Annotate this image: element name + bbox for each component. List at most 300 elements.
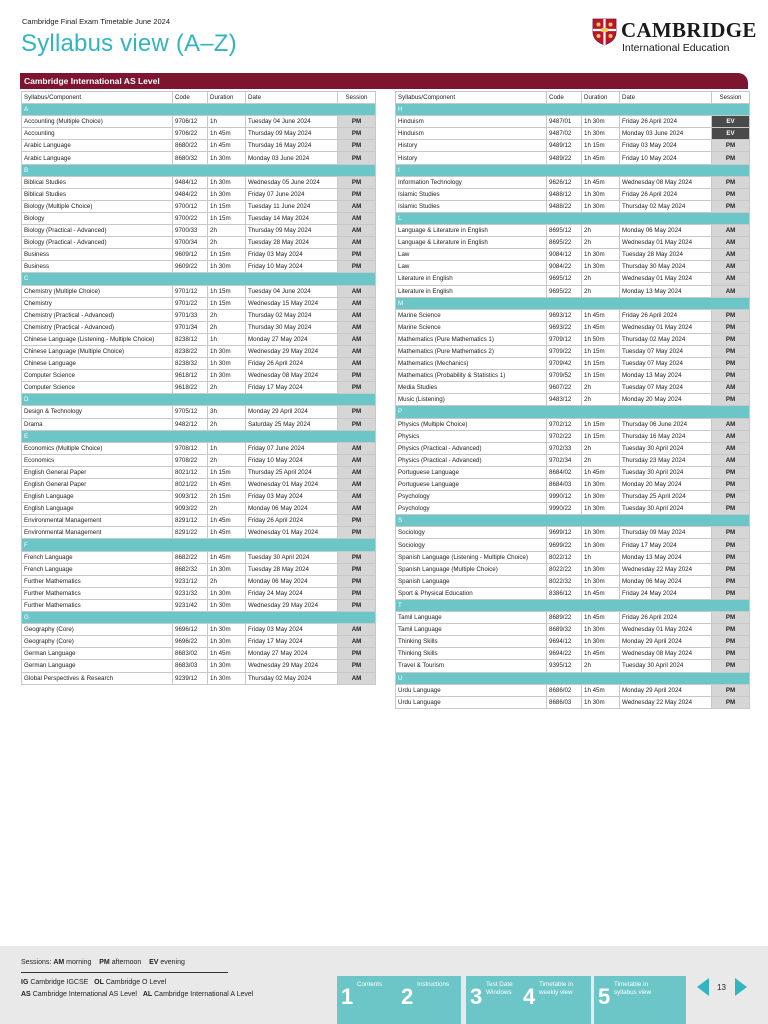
- session-cell: AM: [338, 358, 376, 370]
- date-cell: Friday 03 May 2024: [246, 249, 338, 261]
- syllabus-cell: Marine Science: [396, 309, 547, 321]
- code-cell: 9618/22: [173, 382, 208, 394]
- code-cell: 9701/33: [173, 309, 208, 321]
- syllabus-cell: Biology (Practical - Advanced): [22, 225, 173, 237]
- syllabus-cell: Design & Technology: [22, 406, 173, 418]
- table-row: [396, 527, 750, 539]
- table-row: [22, 333, 376, 345]
- footer: [0, 946, 768, 1024]
- code-cell: 9695/22: [547, 285, 582, 297]
- code-cell: 8021/22: [173, 479, 208, 491]
- table-row: [396, 648, 750, 660]
- code-cell: 9693/12: [547, 309, 582, 321]
- date-cell: Tuesday 28 May 2024: [246, 563, 338, 575]
- date-cell: Friday 17 May 2024: [246, 636, 338, 648]
- letter-divider-row: [22, 273, 376, 285]
- date-cell: Monday 06 May 2024: [620, 225, 712, 237]
- session-cell: AM: [338, 491, 376, 503]
- date-cell: Thursday 09 May 2024: [246, 128, 338, 140]
- duration-cell: 1h 45m: [208, 128, 246, 140]
- table-row: [22, 418, 376, 430]
- table-row: [396, 128, 750, 140]
- duration-cell: 2h 15m: [208, 491, 246, 503]
- syllabus-cell: Accounting: [22, 128, 173, 140]
- letter-divider-row: [22, 394, 376, 406]
- syllabus-cell: Tamil Language: [396, 612, 547, 624]
- code-cell: 9093/12: [173, 491, 208, 503]
- session-cell: PM: [712, 333, 750, 345]
- nav-label: Timetable in weekly view: [539, 981, 574, 996]
- duration-cell: 2h: [208, 237, 246, 249]
- session-cell: AM: [338, 333, 376, 345]
- duration-cell: 1h 30m: [582, 200, 620, 212]
- table-row: [22, 188, 376, 200]
- table-row: [396, 575, 750, 587]
- date-cell: Wednesday 01 May 2024: [246, 527, 338, 539]
- duration-cell: 1h 30m: [208, 587, 246, 599]
- table-row: [396, 176, 750, 188]
- code-cell: 9093/22: [173, 503, 208, 515]
- session-cell: PM: [338, 563, 376, 575]
- nav-weekly-view-button[interactable]: [519, 976, 591, 1024]
- syllabus-cell: Spanish Language (Listening - Multiple Choice): [396, 551, 547, 563]
- session-cell: PM: [338, 515, 376, 527]
- syllabus-cell: Environmental Management: [22, 515, 173, 527]
- code-cell: 9708/22: [173, 454, 208, 466]
- letter-divider-row: [396, 599, 750, 611]
- duration-cell: 1h 30m: [582, 575, 620, 587]
- syllabus-cell: Chinese Language (Listening - Multiple Choice): [22, 333, 173, 345]
- pm-text: afternoon: [111, 959, 142, 966]
- syllabus-cell: German Language: [22, 648, 173, 660]
- letter-divider-row: [396, 297, 750, 309]
- syllabus-cell: Spanish Language: [396, 575, 547, 587]
- session-cell: PM: [712, 587, 750, 599]
- letter-divider-row: [22, 612, 376, 624]
- date-cell: Thursday 30 May 2024: [620, 261, 712, 273]
- session-cell: AM: [338, 345, 376, 357]
- table-row: [396, 624, 750, 636]
- syllabus-cell: Mathematics (Probability & Statistics 1): [396, 370, 547, 382]
- code-cell: 9607/22: [547, 382, 582, 394]
- date-cell: Friday 26 April 2024: [620, 116, 712, 128]
- session-cell: PM: [712, 188, 750, 200]
- date-cell: Tuesday 30 April 2024: [620, 660, 712, 672]
- session-cell: PM: [712, 370, 750, 382]
- letter-label: D: [22, 394, 376, 406]
- table-row: [22, 442, 376, 454]
- code-cell: 9990/22: [547, 503, 582, 515]
- session-cell: PM: [712, 394, 750, 406]
- session-cell: PM: [338, 648, 376, 660]
- syllabus-cell: Islamic Studies: [396, 200, 547, 212]
- table-row: [396, 454, 750, 466]
- code-cell: 8022/32: [547, 575, 582, 587]
- table-row: [22, 176, 376, 188]
- date-cell: Wednesday 01 May 2024: [620, 624, 712, 636]
- code-cell: 9701/12: [173, 285, 208, 297]
- table-row: [396, 140, 750, 152]
- al-code: AL: [142, 991, 153, 998]
- nav-label: Contents: [357, 981, 383, 988]
- duration-cell: 1h 30m: [582, 116, 620, 128]
- code-cell: 9084/12: [547, 249, 582, 261]
- code-cell: 9990/12: [547, 491, 582, 503]
- duration-cell: 1h 45m: [208, 479, 246, 491]
- top-label: Cambridge Final Exam Timetable June 2024: [22, 17, 170, 26]
- duration-cell: 2h: [208, 225, 246, 237]
- syllabus-cell: English Language: [22, 491, 173, 503]
- date-cell: Monday 13 May 2024: [620, 370, 712, 382]
- timetable-right: [395, 91, 750, 709]
- table-row: [22, 200, 376, 212]
- letter-divider-row: [396, 406, 750, 418]
- duration-cell: 1h 15m: [208, 200, 246, 212]
- date-cell: Thursday 02 May 2024: [620, 333, 712, 345]
- code-cell: 9700/34: [173, 237, 208, 249]
- duration-cell: 2h: [582, 660, 620, 672]
- date-cell: Monday 20 May 2024: [620, 479, 712, 491]
- session-cell: AM: [338, 479, 376, 491]
- date-cell: Wednesday 01 May 2024: [620, 273, 712, 285]
- session-cell: PM: [338, 261, 376, 273]
- ol-text: Cambridge O Level: [105, 979, 167, 986]
- code-cell: 9709/12: [547, 333, 582, 345]
- al-text: Cambridge International A Level: [154, 991, 254, 998]
- syllabus-cell: Marine Science: [396, 321, 547, 333]
- arrow-left-icon[interactable]: [697, 978, 709, 996]
- date-cell: Wednesday 15 May 2024: [246, 297, 338, 309]
- duration-cell: 2h: [208, 321, 246, 333]
- session-cell: PM: [712, 551, 750, 563]
- letter-label: H: [396, 104, 750, 116]
- duration-cell: 2h: [582, 394, 620, 406]
- table-row: [22, 648, 376, 660]
- date-cell: Friday 26 April 2024: [246, 515, 338, 527]
- session-cell: AM: [338, 442, 376, 454]
- date-cell: Thursday 16 May 2024: [246, 140, 338, 152]
- table-row: [22, 587, 376, 599]
- table-row: [396, 612, 750, 624]
- duration-cell: 2h: [582, 382, 620, 394]
- code-cell: 8238/12: [173, 333, 208, 345]
- table-row: [396, 636, 750, 648]
- session-cell: PM: [338, 527, 376, 539]
- syllabus-cell: Music (Listening): [396, 394, 547, 406]
- session-cell: AM: [712, 237, 750, 249]
- date-cell: Tuesday 30 April 2024: [246, 551, 338, 563]
- syllabus-cell: Literature in English: [396, 285, 547, 297]
- session-cell: PM: [338, 599, 376, 611]
- session-cell: AM: [338, 297, 376, 309]
- duration-cell: 2h: [582, 225, 620, 237]
- nav-syllabus-view-button[interactable]: [594, 976, 686, 1024]
- code-cell: 8680/22: [173, 140, 208, 152]
- session-cell: PM: [712, 200, 750, 212]
- date-cell: Monday 03 June 2024: [620, 128, 712, 140]
- pager: [697, 978, 749, 998]
- table-row: [22, 599, 376, 611]
- code-cell: 8022/22: [547, 563, 582, 575]
- session-cell: AM: [338, 200, 376, 212]
- date-cell: Wednesday 01 May 2024: [246, 479, 338, 491]
- date-cell: Friday 03 May 2024: [246, 624, 338, 636]
- code-cell: 9231/12: [173, 575, 208, 587]
- duration-cell: 1h 15m: [582, 418, 620, 430]
- code-cell: 8686/03: [547, 696, 582, 708]
- session-cell: AM: [338, 321, 376, 333]
- timetable-left: [21, 91, 376, 685]
- syllabus-cell: Chemistry (Practical - Advanced): [22, 321, 173, 333]
- session-cell: AM: [338, 237, 376, 249]
- date-cell: Thursday 09 May 2024: [620, 527, 712, 539]
- duration-cell: 1h 15m: [208, 297, 246, 309]
- session-cell: PM: [338, 176, 376, 188]
- session-cell: PM: [712, 684, 750, 696]
- col-code: Code: [547, 92, 582, 104]
- date-cell: Friday 10 May 2024: [246, 261, 338, 273]
- table-row: [22, 563, 376, 575]
- syllabus-cell: History: [396, 152, 547, 164]
- duration-cell: 1h 45m: [582, 321, 620, 333]
- table-row: [396, 442, 750, 454]
- code-cell: 9696/12: [173, 624, 208, 636]
- code-cell: 8695/12: [547, 225, 582, 237]
- duration-cell: 1h 30m: [582, 563, 620, 575]
- syllabus-cell: Business: [22, 249, 173, 261]
- table-row: [396, 684, 750, 696]
- syllabus-cell: Thinking Skills: [396, 636, 547, 648]
- duration-cell: 1h 30m: [208, 152, 246, 164]
- duration-cell: 2h: [208, 454, 246, 466]
- code-cell: 9702/12: [547, 418, 582, 430]
- session-legend: [21, 959, 185, 966]
- duration-cell: 2h: [208, 382, 246, 394]
- code-cell: 9700/12: [173, 200, 208, 212]
- date-cell: Monday 29 April 2024: [620, 636, 712, 648]
- code-cell: 8695/22: [547, 237, 582, 249]
- code-cell: 9702/33: [547, 442, 582, 454]
- date-cell: Wednesday 08 May 2024: [620, 176, 712, 188]
- session-cell: PM: [338, 418, 376, 430]
- code-cell: 9488/12: [547, 188, 582, 200]
- code-cell: 9694/12: [547, 636, 582, 648]
- qualification-legend-1: [21, 979, 166, 986]
- code-cell: 8238/32: [173, 358, 208, 370]
- duration-cell: 1h 45m: [208, 551, 246, 563]
- table-row: [396, 382, 750, 394]
- duration-cell: 2h: [582, 273, 620, 285]
- letter-label: B: [22, 164, 376, 176]
- duration-cell: 1h 30m: [208, 188, 246, 200]
- code-cell: 9609/22: [173, 261, 208, 273]
- syllabus-cell: Arabic Language: [22, 152, 173, 164]
- code-cell: 9487/01: [547, 116, 582, 128]
- table-row: [396, 333, 750, 345]
- date-cell: Tuesday 04 June 2024: [246, 285, 338, 297]
- session-cell: AM: [712, 261, 750, 273]
- session-cell: AM: [338, 503, 376, 515]
- date-cell: Tuesday 04 June 2024: [246, 116, 338, 128]
- code-cell: 9618/12: [173, 370, 208, 382]
- syllabus-cell: Computer Science: [22, 382, 173, 394]
- col-duration: Duration: [582, 92, 620, 104]
- syllabus-cell: Chemistry: [22, 297, 173, 309]
- syllabus-cell: Sociology: [396, 539, 547, 551]
- duration-cell: 2h: [582, 454, 620, 466]
- session-cell: PM: [712, 309, 750, 321]
- code-cell: 8689/22: [547, 612, 582, 624]
- table-row: [396, 225, 750, 237]
- code-cell: 9489/12: [547, 140, 582, 152]
- table-row: [22, 128, 376, 140]
- table-row: [22, 406, 376, 418]
- session-cell: PM: [712, 503, 750, 515]
- col-session: Session: [712, 92, 750, 104]
- session-cell: PM: [712, 466, 750, 478]
- syllabus-cell: English General Paper: [22, 479, 173, 491]
- date-cell: Friday 26 April 2024: [246, 358, 338, 370]
- nav-instructions-button[interactable]: [397, 976, 461, 1024]
- table-row: [396, 503, 750, 515]
- table-row: [396, 152, 750, 164]
- table-row: [22, 672, 376, 684]
- code-cell: 8022/12: [547, 551, 582, 563]
- date-cell: Friday 10 May 2024: [246, 454, 338, 466]
- date-cell: Monday 06 May 2024: [246, 503, 338, 515]
- session-cell: PM: [338, 551, 376, 563]
- syllabus-cell: Biology (Multiple Choice): [22, 200, 173, 212]
- code-cell: 9231/32: [173, 587, 208, 599]
- session-cell: PM: [712, 539, 750, 551]
- session-cell: AM: [338, 454, 376, 466]
- syllabus-cell: Geography (Core): [22, 624, 173, 636]
- logo-wordmark: CAMBRIDGE: [621, 18, 757, 42]
- letter-label: F: [22, 539, 376, 551]
- code-cell: 9709/52: [547, 370, 582, 382]
- code-cell: 8021/12: [173, 466, 208, 478]
- session-cell: PM: [338, 128, 376, 140]
- duration-cell: 1h 45m: [582, 466, 620, 478]
- syllabus-cell: Computer Science: [22, 370, 173, 382]
- letter-label: P: [396, 406, 750, 418]
- code-cell: 8684/03: [547, 479, 582, 491]
- session-cell: AM: [712, 418, 750, 430]
- nav-contents-button[interactable]: [337, 976, 401, 1024]
- arrow-right-icon[interactable]: [735, 978, 747, 996]
- cambridge-logo: [592, 17, 757, 57]
- col-session: Session: [338, 92, 376, 104]
- session-cell: PM: [712, 696, 750, 708]
- duration-cell: 1h 30m: [582, 479, 620, 491]
- syllabus-cell: Arabic Language: [22, 140, 173, 152]
- table-row: [396, 696, 750, 708]
- table-row: [22, 261, 376, 273]
- crest-icon: [592, 18, 617, 46]
- date-cell: Friday 26 April 2024: [620, 612, 712, 624]
- table-row: [22, 297, 376, 309]
- nav-number: 3: [470, 984, 483, 1009]
- as-text: Cambridge International AS Level: [32, 991, 137, 998]
- session-cell: PM: [338, 188, 376, 200]
- date-cell: Wednesday 05 June 2024: [246, 176, 338, 188]
- session-cell: PM: [712, 660, 750, 672]
- session-cell: PM: [712, 527, 750, 539]
- session-cell: PM: [338, 382, 376, 394]
- code-cell: 9609/12: [173, 249, 208, 261]
- code-cell: 9239/12: [173, 672, 208, 684]
- code-cell: 8683/02: [173, 648, 208, 660]
- code-cell: 8683/03: [173, 660, 208, 672]
- session-cell: AM: [712, 285, 750, 297]
- table-row: [396, 321, 750, 333]
- letter-divider-row: [396, 212, 750, 224]
- date-cell: Tuesday 28 May 2024: [620, 249, 712, 261]
- session-cell: AM: [712, 225, 750, 237]
- syllabus-cell: Literature in English: [396, 273, 547, 285]
- duration-cell: 1h 30m: [208, 345, 246, 357]
- syllabus-cell: Biology: [22, 212, 173, 224]
- letter-label: U: [396, 672, 750, 684]
- duration-cell: 1h 30m: [208, 672, 246, 684]
- syllabus-cell: Economics (Multiple Choice): [22, 442, 173, 454]
- date-cell: Tuesday 28 May 2024: [246, 237, 338, 249]
- session-cell: PM: [712, 321, 750, 333]
- code-cell: 8680/32: [173, 152, 208, 164]
- session-cell: PM: [338, 575, 376, 587]
- col-duration: Duration: [208, 92, 246, 104]
- duration-cell: 1h 45m: [582, 152, 620, 164]
- letter-label: T: [396, 599, 750, 611]
- date-cell: Thursday 25 April 2024: [620, 491, 712, 503]
- col-syllabus: Syllabus/Component: [396, 92, 547, 104]
- duration-cell: 2h: [208, 418, 246, 430]
- code-cell: 9706/22: [173, 128, 208, 140]
- session-cell: EV: [712, 128, 750, 140]
- table-row: [396, 660, 750, 672]
- table-row: [396, 261, 750, 273]
- duration-cell: 1h 15m: [582, 345, 620, 357]
- date-cell: Wednesday 01 May 2024: [620, 237, 712, 249]
- banner-label: Cambridge International AS Level: [24, 76, 160, 86]
- code-cell: 9084/22: [547, 261, 582, 273]
- date-cell: Friday 03 May 2024: [620, 140, 712, 152]
- table-row: [22, 503, 376, 515]
- syllabus-cell: English General Paper: [22, 466, 173, 478]
- syllabus-cell: Accounting (Multiple Choice): [22, 116, 173, 128]
- session-cell: EV: [712, 116, 750, 128]
- logo-subtitle: International Education: [622, 42, 730, 54]
- syllabus-cell: Mathematics (Pure Mathematics 1): [396, 333, 547, 345]
- session-cell: AM: [712, 249, 750, 261]
- syllabus-cell: Biblical Studies: [22, 188, 173, 200]
- duration-cell: 1h 30m: [208, 176, 246, 188]
- table-row: [22, 345, 376, 357]
- code-cell: 9696/22: [173, 636, 208, 648]
- syllabus-cell: Media Studies: [396, 382, 547, 394]
- duration-cell: 1h: [208, 442, 246, 454]
- date-cell: Tuesday 11 June 2024: [246, 200, 338, 212]
- date-cell: Wednesday 08 May 2024: [246, 370, 338, 382]
- ev-code: EV: [149, 959, 159, 966]
- session-cell: PM: [712, 612, 750, 624]
- letter-divider-row: [22, 164, 376, 176]
- date-cell: Thursday 06 June 2024: [620, 418, 712, 430]
- table-row: [396, 188, 750, 200]
- syllabus-cell: Chinese Language: [22, 358, 173, 370]
- duration-cell: 1h 45m: [208, 648, 246, 660]
- session-cell: PM: [712, 358, 750, 370]
